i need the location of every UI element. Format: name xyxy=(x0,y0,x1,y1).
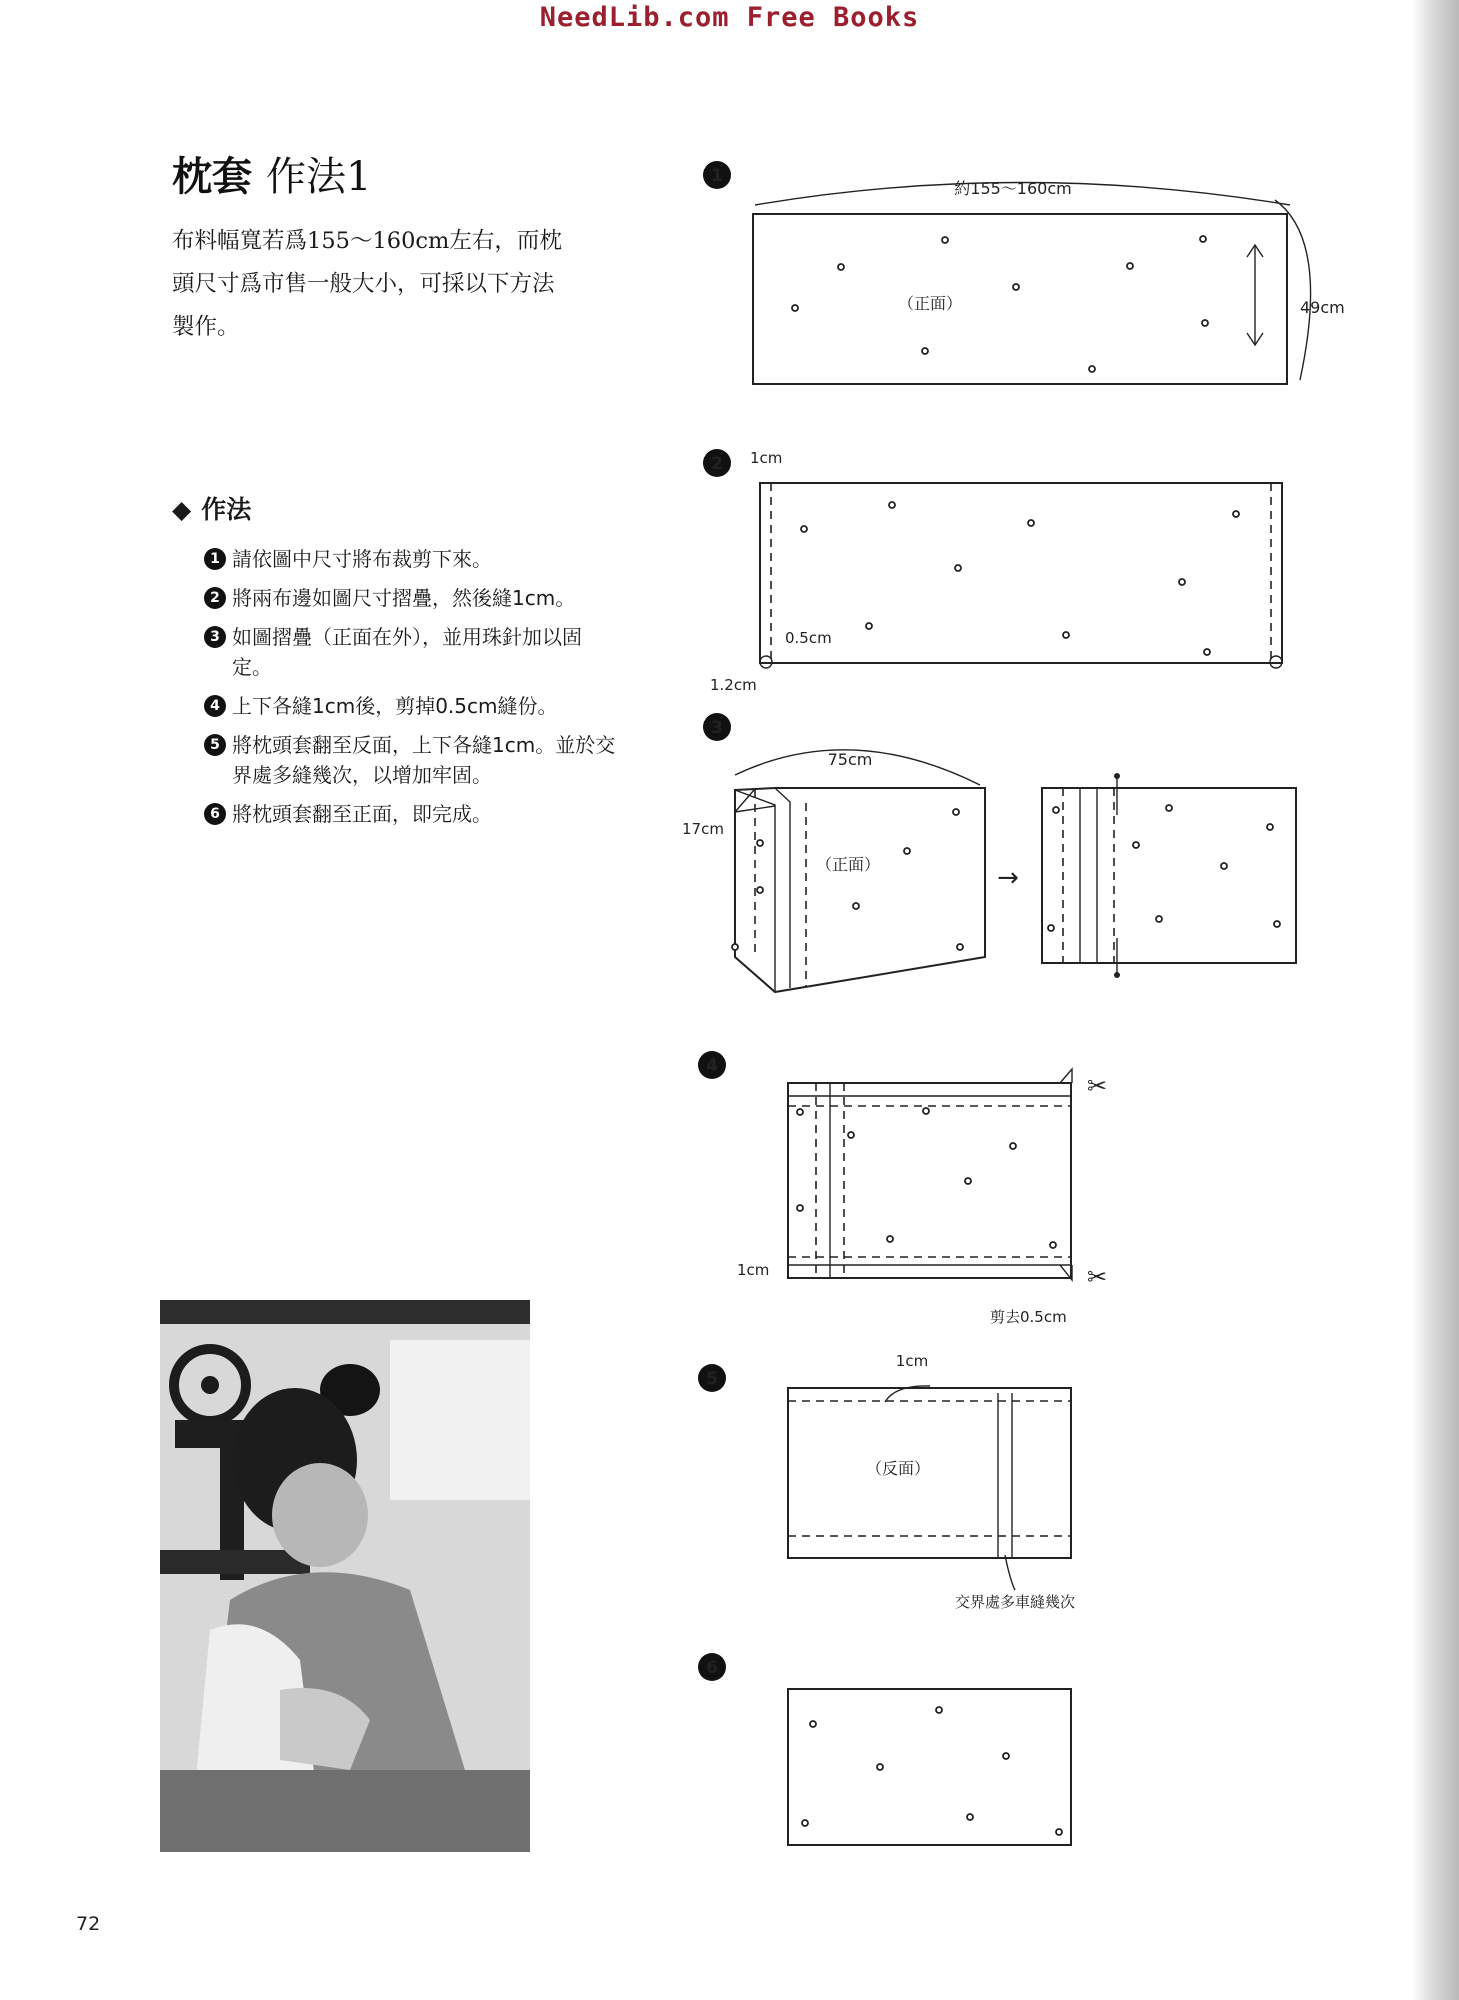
title-bold: 枕套 xyxy=(172,153,252,200)
step-1-number: 1 xyxy=(711,166,723,186)
fabric-dot xyxy=(1202,320,1208,326)
diagram-step-1 xyxy=(703,161,1345,384)
fabric-dot xyxy=(1179,579,1185,585)
fabric-dot xyxy=(732,944,738,950)
step-number: 4 xyxy=(204,695,226,717)
method-heading-text: 作法 xyxy=(201,495,252,524)
fabric-dot xyxy=(922,348,928,354)
face-label: （反面） xyxy=(865,1459,931,1478)
fabric-dot xyxy=(889,502,895,508)
fabric-dot xyxy=(838,264,844,270)
fabric-dot xyxy=(955,565,961,571)
face-label: （正面） xyxy=(897,294,963,313)
step-text: 將兩布邊如圖尺寸摺疊，然後縫1cm。 xyxy=(232,586,576,610)
fabric-dot xyxy=(1050,1242,1056,1248)
face-label: （正面） xyxy=(815,855,881,874)
fabric-dot xyxy=(957,944,963,950)
note-pointer xyxy=(1005,1555,1015,1590)
fabric-dot xyxy=(1166,805,1172,811)
fabric-dot xyxy=(942,237,948,243)
step-2-number: 2 xyxy=(711,454,723,474)
fabric-dot xyxy=(1003,1753,1009,1759)
intro-line: 製作。 xyxy=(172,314,240,340)
watermark-header: NeedLib.com Free Books xyxy=(539,2,920,33)
step-6-number: 6 xyxy=(706,1658,718,1678)
folded-fabric xyxy=(735,788,985,992)
width-label: 約155～160cm xyxy=(954,179,1072,198)
fabric-dot xyxy=(848,1132,854,1138)
fabric-dot xyxy=(1089,366,1095,372)
fabric-dot xyxy=(802,1820,808,1826)
step-3-number: 3 xyxy=(711,718,723,738)
fabric-panel xyxy=(760,483,1282,663)
fabric-dot xyxy=(1221,863,1227,869)
diagram-step-3 xyxy=(682,713,1296,992)
fabric-dot xyxy=(866,623,872,629)
fabric-dot xyxy=(757,840,763,846)
finished-pillowcase xyxy=(788,1689,1071,1845)
arrow-icon: → xyxy=(997,863,1019,893)
scissors-icon: ✂ xyxy=(1086,1072,1108,1100)
fabric-dot xyxy=(801,526,807,532)
fabric-dot xyxy=(1048,925,1054,931)
fabric-dot xyxy=(923,1108,929,1114)
fabric-dot xyxy=(1156,916,1162,922)
fabric-dot xyxy=(1056,1829,1062,1835)
title-rest: 作法1 xyxy=(266,154,372,200)
fabric-dot xyxy=(1053,807,1059,813)
step-5-number: 5 xyxy=(706,1369,718,1389)
step-number: 2 xyxy=(204,587,226,609)
step-4-number: 4 xyxy=(706,1056,718,1076)
height-arc xyxy=(1275,200,1311,380)
scissors-icon: ✂ xyxy=(1086,1263,1108,1291)
fabric-dot xyxy=(1063,632,1069,638)
intro-line: 頭尺寸爲市售一般大小，可採以下方法 xyxy=(172,271,555,297)
seam-label: 1cm xyxy=(895,1352,929,1370)
fabric-dot xyxy=(1204,649,1210,655)
step-text: 請依圖中尺寸將布裁剪下來。 xyxy=(232,547,492,571)
fold-label: 0.5cm xyxy=(785,629,832,647)
fabric-dot xyxy=(1010,1143,1016,1149)
fabric-dot xyxy=(967,1814,973,1820)
width-label: 75cm xyxy=(827,750,873,769)
diagram-step-4 xyxy=(698,1051,1107,1326)
diagram-step-2 xyxy=(703,449,1282,694)
step-number: 5 xyxy=(204,734,226,756)
fabric-dot xyxy=(792,305,798,311)
fabric-dot xyxy=(797,1205,803,1211)
seam-label: 1cm xyxy=(750,449,783,467)
fabric-dot xyxy=(757,887,763,893)
fabric-dot xyxy=(1028,520,1034,526)
fabric-dot xyxy=(936,1707,942,1713)
fabric-panel xyxy=(753,214,1287,384)
pin-head-icon xyxy=(1114,972,1120,978)
fabric-dot xyxy=(810,1721,816,1727)
fold-label: 1.2cm xyxy=(710,676,757,694)
step-text: 如圖摺疊（正面在外），並用珠針加以固定。 xyxy=(232,625,582,679)
fabric-dot xyxy=(797,1109,803,1115)
diagram-step-6 xyxy=(698,1653,1071,1845)
step-text: 上下各縫1cm後，剪掉0.5cm縫份。 xyxy=(232,694,558,718)
fabric-dot xyxy=(887,1236,893,1242)
fabric-dot xyxy=(904,848,910,854)
fabric-dot xyxy=(877,1764,883,1770)
step-text: 將枕頭套翻至正面，即完成。 xyxy=(232,802,492,826)
step-number: 3 xyxy=(204,626,226,648)
seam-label: 1cm xyxy=(737,1261,770,1279)
intro-line: 布料幅寬若爲155～160cm左右，而枕 xyxy=(172,228,562,254)
fabric-dot xyxy=(1274,921,1280,927)
reinforce-note: 交界處多車縫幾次 xyxy=(955,1593,1076,1611)
fabric-dot xyxy=(1013,284,1019,290)
fabric-dot xyxy=(1127,263,1133,269)
height-label: 49cm xyxy=(1300,298,1345,317)
trim-label: 剪去0.5cm xyxy=(990,1308,1067,1326)
step-number: 1 xyxy=(204,548,226,570)
diagram-step-5 xyxy=(698,1352,1075,1611)
flap-label: 17cm xyxy=(682,820,724,838)
fabric-dot xyxy=(953,809,959,815)
fabric-dot xyxy=(1267,824,1273,830)
page-number: 72 xyxy=(76,1913,101,1935)
step-number: 6 xyxy=(204,803,226,825)
fabric-dot xyxy=(1200,236,1206,242)
diamond-icon: ◆ xyxy=(172,495,192,524)
fabric-dot xyxy=(853,903,859,909)
step-text: 將枕頭套翻至反面，上下各縫1cm。並於交界處多縫幾次，以增加牢固。 xyxy=(232,733,616,787)
pin-head-icon xyxy=(1114,773,1120,779)
fabric-dot xyxy=(1133,842,1139,848)
fold-edge xyxy=(775,788,790,988)
fabric-dot xyxy=(965,1178,971,1184)
fabric-dot xyxy=(1233,511,1239,517)
